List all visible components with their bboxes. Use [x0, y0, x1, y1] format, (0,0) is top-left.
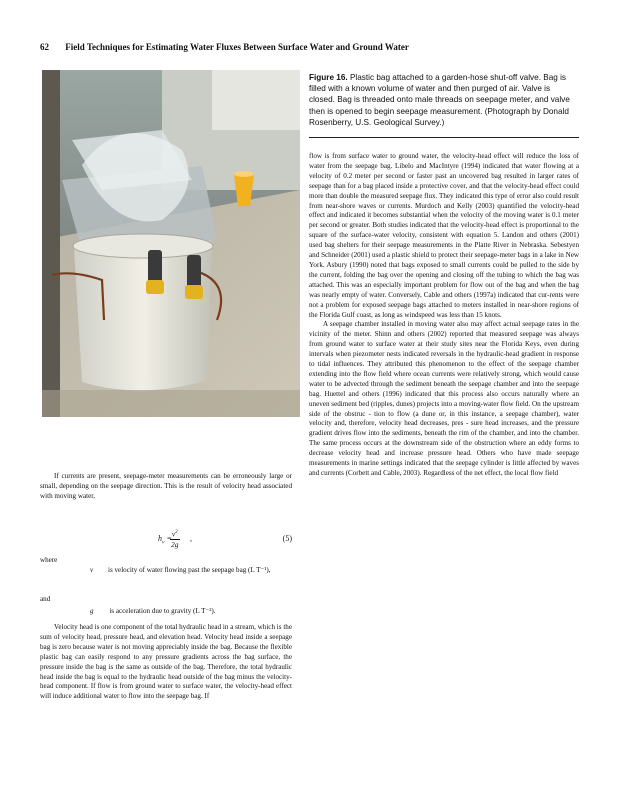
g-definition [90, 606, 292, 615]
figure-label: Figure 16. [309, 73, 348, 82]
caption-divider [309, 137, 579, 138]
left-paragraph-2: Velocity head is one component of the total hydraulic head in a stream, which is the sum of velocity head, pressure head, and elevation head. Velocity head inside a seepage bag is zero because water is not moving appreciably inside the bag. Because the flexible plastic bag can easily respond to any pressure gradients across the bag surface, the pressure inside the bag is the same as outside of the bag. Therefore, the total hydraulic head inside the bag is equal to the hydraulic head outside of the bag minus the velocity-head component. If flow is from ground water to surface water, the velocity-head effect will induce additional water to flow into the seepage bag. If [40, 623, 292, 701]
right-paragraph-2: A seepage chamber installed in moving water also may affect actual seepage rates in the vicinity of the meter. Shinn and others (2002) reported that measured seepage was always from ground water to surface water at their study sites near the Florida Keys, even during intervals when piezometer nests indicated reversals in the hydraulic-head gradient in response to tidal influences. They attributed this phenomenon to the effect of the seepage chamber extending into the flow field where ocean currents were relatively strong, which would cause water to be advected through the sediment beneath the seepage chamber and into the seepage bag. Huettel and others (1996) indicated that this process also occurs naturally where an uneven sediment bed (ripples, dunes) projects into a moving-water flow field. On the upstream side of the obstruc - tion to flow (a dune or, in this instance, a seepage chamber), water velocity and, therefore, velocity head decreases, pres - sure head increases, and the pressure gradient drives flow into the sediments, beneath the rim of the chamber, and into the chamber. The same process occurs at the downstream side of the obstruction where an eddy forms to decrease velocity head and increase pressure head. Others who have made seepage measurements in marine settings indicated that the seepage cylinder is little affected by waves and currents (Corbett and Cable, 2003). Regardless of the net effect, the local flow field [309, 320, 579, 477]
equation-lhs: $h_v$ = [158, 534, 172, 546]
left-intro-paragraph: If currents are present, seepage-meter measurements can be erroneously large or small, depending on the seepage direction. This is the result of velocity head associated with moving water, [40, 472, 292, 500]
bucket-photo-image [42, 70, 300, 417]
running-title: Field Techniques for Estimating Water Fluxes Between Surface Water and Ground Water [65, 42, 409, 52]
equation-fraction: $\frac{v^2}{2g}$ [171, 530, 179, 550]
v-definition [90, 566, 292, 576]
right-column [309, 152, 579, 479]
figure-caption [309, 72, 577, 128]
v-definition-text: is velocity of water flowing past the seepage bag (L T⁻¹), [108, 566, 271, 574]
where-label: where [40, 556, 58, 564]
equation-number: (5) [282, 534, 292, 543]
left-intro [40, 472, 292, 502]
figure-photo [42, 70, 300, 417]
left-column-body [40, 623, 292, 702]
running-header [40, 42, 409, 52]
figure-caption-text: Plastic bag attached to a garden-hose shut-off valve. Bag is filled with a known volume of water and then purged of air. Valve is closed. Bag is threaded onto male threads on seepage meter, and valve then is opened to begin seepage measurement. (Photograph by Donald Rosenberry, U.S. Geological Survey.) [309, 73, 570, 127]
v-symbol: v [90, 566, 94, 574]
and-label: and [40, 595, 51, 603]
equation-5: $h_v$ = $\frac{v^2}{2g}$ , (5) [158, 530, 292, 550]
g-definition-text: is acceleration due to gravity (L T⁻²). [109, 607, 216, 615]
g-symbol: g [90, 607, 94, 615]
right-paragraph-1: flow is from surface water to ground water, the velocity-head effect will reduce the loss of water from the seepage bag. Libelo and MacIntyre (1994) indicated that water flowing at a velocity of 0.2 meter per second or faster past an uncovered bag resulted in larger rates of seepage than for a bag placed inside a protective cover, and that the velocity-head effect could more than double the measured seepage flux. They indicated this type of error also could result from near-shore waves or currents. Murdoch and Kelly (2003) quantified the velocity-head effect and indicated it becomes substantial when the velocity of the moving water is 0.1 meter per second or greater. Both studies indicated that the velocity-head effect is proportional to the square of the surface-water velocity, consistent with equation 5. Landon and others (2001) used bag shelters for their seepage measurements in the Platte River in Nebraska. Sebestyen and Schneider (2001) used a plastic shield to protect their seepage-meter bags in a lake in New York. Asbury (1990) noted that bags exposed to small currents could be pulled to the side by the current, folding the bag over the opening and closing off the tubing to which the bag was attached. This was an especially important problem for flow out of the bag and when the bag was nearly empty of water. Conversely, Cable and others (1997a) indicated that cur-rents were not a problem for exposed seepage bags attached to meters installed in near-shore regions of the Florida Gulf coast, as long as windspeed was less than 15 knots. [309, 152, 579, 319]
page-number: 62 [40, 42, 49, 52]
